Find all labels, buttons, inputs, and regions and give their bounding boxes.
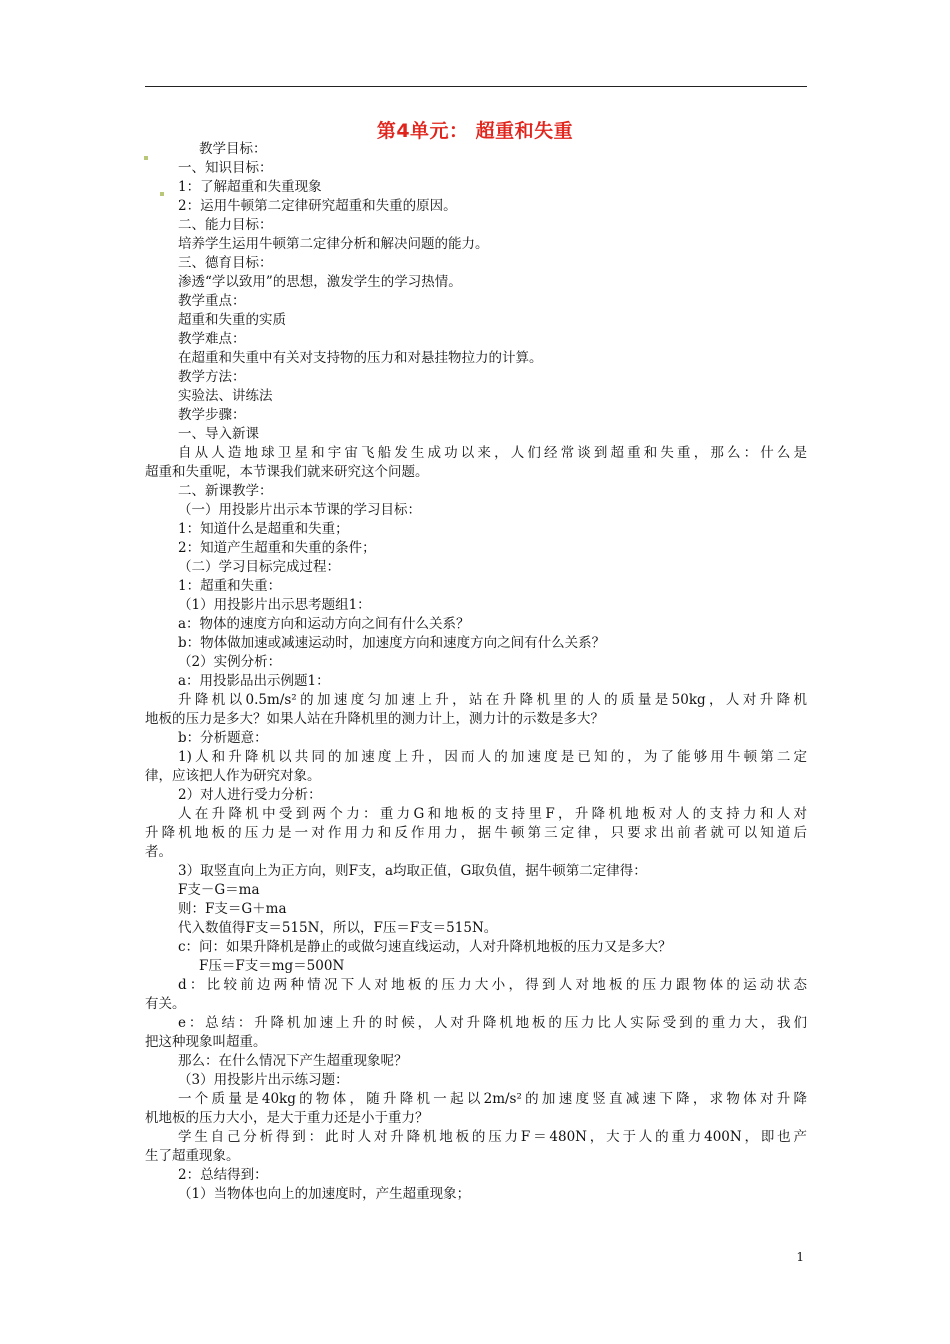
text-line: 三、德育目标： [178, 255, 273, 271]
text-line: F支－G＝ma [178, 882, 260, 898]
text-line: 生了超重现象。 [145, 1148, 240, 1164]
text-line: （2）实例分析： [178, 654, 282, 670]
text-line: a：用投影品出示例题1： [178, 673, 330, 689]
text-line: e：总结：升降机加速上升的时候，人对升降机地板的压力比人实际受到的重力大，我们 [178, 1015, 807, 1031]
text-line: 有关。 [145, 996, 186, 1012]
text-line: 1：了解超重和失重现象 [178, 179, 322, 195]
text-line: F压＝F支＝mg＝500N [199, 958, 345, 974]
text-line: 那么：在什么情况下产生超重现象呢？ [178, 1053, 408, 1069]
text-line: 2：总结得到： [178, 1167, 268, 1183]
text-line: 地板的压力是多大？如果人站在升降机里的测力计上，测力计的示数是多大？ [145, 711, 604, 727]
text-line: 1)人和升降机以共同的加速度上升，因而人的加速度是已知的，为了能够用牛顿第二定 [178, 749, 807, 765]
text-line: 2：知道产生超重和失重的条件； [178, 540, 376, 556]
text-line: 一、知识目标： [178, 160, 273, 176]
text-line: 教学目标： [199, 141, 267, 157]
text-line: 把这种现象叫超重。 [145, 1034, 267, 1050]
text-line: 则：F支＝G＋ma [178, 901, 287, 917]
text-line: （一）用投影片出示本节课的学习目标： [178, 502, 421, 518]
text-line: d：比较前边两种情况下人对地板的压力大小，得到人对地板的压力跟物体的运动状态 [178, 977, 807, 993]
text-line: 3）取竖直向上为正方向，则F支，a均取正值，G取负值，据牛顿第二定律得： [178, 863, 647, 879]
document-title: 第4单元： 超重和失重 [376, 120, 574, 142]
text-line: 升降机以0.5m/s²的加速度匀加速上升，站在升降机里的人的质量是50kg，人对升降机 [178, 692, 807, 708]
text-line: b：物体做加速或减速运动时，加速度方向和速度方向之间有什么关系？ [178, 635, 606, 651]
text-line: 1：超重和失重： [178, 578, 282, 594]
text-line: 人在升降机中受到两个力：重力G和地板的支持里F，升降机地板对人的支持力和人对 [178, 806, 807, 822]
text-line: 教学重点： [178, 293, 246, 309]
text-line: 二、新课教学： [178, 483, 273, 499]
text-line: c：问：如果升降机是静止的或做匀速直线运动，人对升降机地板的压力又是多大？ [178, 939, 672, 955]
text-line: 培养学生运用牛顿第二定律分析和解决问题的能力。 [178, 236, 489, 252]
text-line: 律，应该把人作为研究对象。 [145, 768, 321, 784]
page-number: 1 [796, 1250, 804, 1264]
header-rule [145, 86, 807, 87]
text-line: b：分析题意： [178, 730, 268, 746]
text-line: 一个质量是40kg的物体，随升降机一起以2m/s²的加速度竖直减速下降，求物体对升降 [178, 1091, 807, 1107]
text-line: 升降机地板的压力是一对作用力和反作用力，据牛顿第三定律，只要求出前者就可以知道后 [145, 825, 807, 841]
text-line: 一、导入新课 [178, 426, 259, 442]
text-line: 教学难点： [178, 331, 246, 347]
text-line: 渗透“学以致用”的思想，激发学生的学习热情。 [178, 274, 462, 290]
text-line: 教学步骤： [178, 407, 246, 423]
text-line: 二、能力目标： [178, 217, 273, 233]
text-line: 学生自己分析得到：此时人对升降机地板的压力F＝480N，大于人的重力400N，即也产 [178, 1129, 807, 1145]
text-line: 1：知道什么是超重和失重； [178, 521, 349, 537]
document-body [145, 140, 807, 1204]
text-line: 代入数值得F支＝515N，所以，F压＝F支＝515N。 [178, 920, 498, 936]
text-line: 者。 [145, 844, 172, 860]
text-line: 2）对人进行受力分析： [178, 787, 322, 803]
text-line: a：物体的速度方向和运动方向之间有什么关系？ [178, 616, 470, 632]
text-line: 教学方法： [178, 369, 246, 385]
text-line: 超重和失重呢，本节课我们就来研究这个问题。 [145, 464, 429, 480]
text-line: 机地板的压力大小，是大于重力还是小于重力？ [145, 1110, 429, 1126]
text-line: （1）用投影片出示思考题组1： [178, 597, 371, 613]
text-line: 实验法、讲练法 [178, 388, 273, 404]
text-line: 超重和失重的实质 [178, 312, 286, 328]
text-line: 在超重和失重中有关对支持物的压力和对悬挂物拉力的计算。 [178, 350, 543, 366]
text-line: 2：运用牛顿第二定律研究超重和失重的原因。 [178, 198, 457, 214]
text-line: （二）学习目标完成过程： [178, 559, 340, 575]
text-line: （1）当物体也向上的加速度时，产生超重现象； [178, 1186, 471, 1202]
text-line: 自从人造地球卫星和宇宙飞船发生成功以来，人们经常谈到超重和失重，那么：什么是 [178, 445, 807, 461]
text-line: （3）用投影片出示练习题： [178, 1072, 349, 1088]
